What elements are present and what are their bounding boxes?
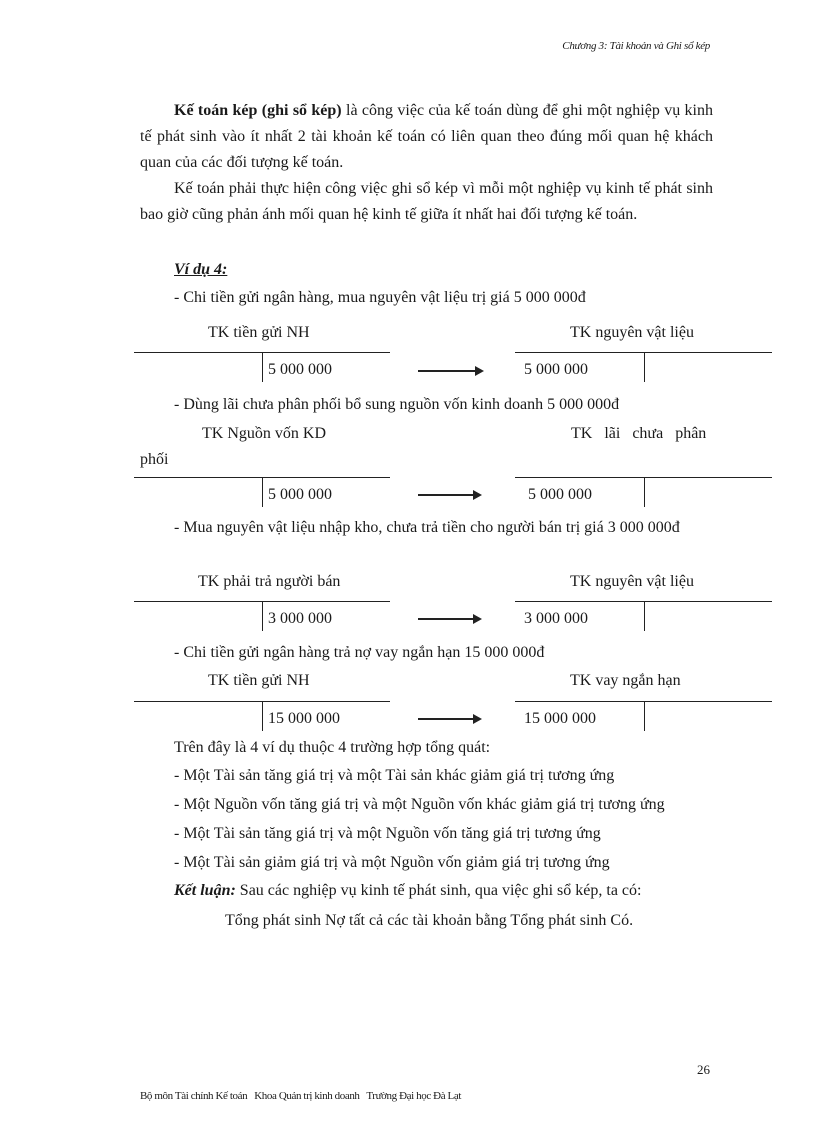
example-2-credit-amount: 5 000 000 [268, 486, 332, 503]
conclusion [174, 881, 641, 901]
definition-text: là công việc của kế toán dùng để ghi một nghiệp vụ kinh tế phát sinh vào ít nhất 2 tài khoản kế toán có liên quan theo đúng mối quan hệ khách quan của các đối tượng kế toán. [140, 102, 714, 171]
example-3-right-account: TK nguyên vật liệu [570, 573, 694, 590]
example-3-right-t-divider [644, 601, 645, 631]
reason-paragraph: Kế toán phải thực hiện công việc ghi sổ kép vì mỗi một nghiệp vụ kinh tế phát sinh bao giờ cũng phản ánh mối quan hệ kinh tế giữa ít nhất hai đối tượng kế toán. [140, 180, 713, 223]
definition-paragraph [140, 98, 713, 176]
footer: Bộ môn Tài chính Kế toán Khoa Quản trị kinh doanh Trường Đại học Đà Lạt [140, 1090, 461, 1102]
example-3-debit-amount: 3 000 000 [524, 610, 588, 627]
example-2-left-account: TK Nguồn vốn KD [202, 425, 326, 442]
example-4-right-account: TK vay ngắn hạn [570, 672, 681, 689]
case-item: - Một Nguồn vốn tăng giá trị và một Nguồn vốn khác giảm giá trị tương ứng [174, 796, 665, 813]
example-4-desc: - Chi tiền gửi ngân hàng trả nợ vay ngắn hạn 15 000 000đ [174, 644, 545, 661]
example-1-credit-amount: 5 000 000 [268, 361, 332, 378]
example-3-left-t-divider [262, 601, 263, 631]
example-2-arrow-icon [418, 494, 480, 496]
example-1-desc: - Chi tiền gửi ngân hàng, mua nguyên vật liệu trị giá 5 000 000đ [174, 289, 586, 306]
case-item: - Một Tài sản tăng giá trị và một Tài sản khác giảm giá trị tương ứng [174, 767, 615, 784]
example-2-right-t-divider [644, 477, 645, 507]
example-title: Ví dụ 4: [174, 261, 228, 278]
example-1-right-t-divider [644, 352, 645, 382]
conclusion-label: Kết luận: [174, 882, 236, 899]
definition-term: Kế toán kép (ghi sổ kép) [174, 102, 342, 119]
conclusion-text: Sau các nghiệp vụ kinh tế phát sinh, qua việc ghi sổ kép, ta có: [235, 882, 642, 899]
example-4-left-account: TK tiền gửi NH [208, 672, 310, 689]
example-3-credit-amount: 3 000 000 [268, 610, 332, 627]
case-item: - Một Tài sản tăng giá trị và một Nguồn vốn tăng giá trị tương ứng [174, 825, 601, 842]
summary-intro: Trên đây là 4 ví dụ thuộc 4 trường hợp tổng quát: [174, 739, 491, 756]
example-3-desc: - Mua nguyên vật liệu nhập kho, chưa trả tiền cho người bán trị giá 3 000 000đ [174, 519, 680, 536]
case-item: - Một Tài sản giảm giá trị và một Nguồn vốn giảm giá trị tương ứng [174, 854, 610, 871]
example-1-arrow-icon [418, 370, 482, 372]
chapter-header: Chương 3: Tài khoản và Ghi sổ kép [562, 40, 710, 52]
example-2-right-account-cont: phối [140, 451, 169, 468]
example-1-left-account: TK tiền gửi NH [208, 324, 310, 341]
example-1-left-t-divider [262, 352, 263, 382]
example-2-desc: - Dùng lãi chưa phân phối bổ sung nguồn vốn kinh doanh 5 000 000đ [174, 396, 620, 413]
example-4-arrow-icon [418, 718, 480, 720]
example-4-left-t-divider [262, 701, 263, 731]
example-4-credit-amount: 15 000 000 [268, 710, 340, 727]
page-number: 26 [697, 1062, 710, 1077]
example-3-arrow-icon [418, 618, 480, 620]
example-1-debit-amount: 5 000 000 [524, 361, 588, 378]
example-3-left-account: TK phải trả người bán [198, 573, 341, 590]
example-2-left-t-divider [262, 477, 263, 507]
example-4-right-t-divider [644, 701, 645, 731]
conclusion-formula: Tổng phát sinh Nợ tất cả các tài khoản bằng Tổng phát sinh Có. [225, 912, 634, 929]
example-2-debit-amount: 5 000 000 [528, 486, 592, 503]
example-1-right-account: TK nguyên vật liệu [570, 324, 694, 341]
example-2-right-account: TK lãi chưa phân [571, 425, 707, 442]
example-4-debit-amount: 15 000 000 [524, 710, 596, 727]
